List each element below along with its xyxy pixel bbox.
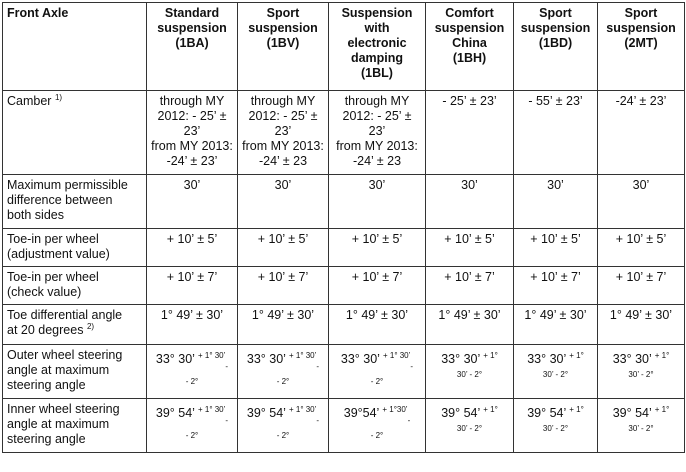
upper-tolerance-minutes: 30’: [542, 424, 554, 433]
header-line: (1BL): [361, 66, 393, 80]
column-header-1bl: [329, 3, 426, 91]
label-line: angle at maximum: [7, 417, 110, 431]
header-line: China: [452, 36, 487, 50]
lower-tolerance-line: [518, 421, 593, 436]
camber-1bl: [329, 91, 426, 175]
tolerance-line: [151, 348, 233, 374]
toe-in-check-1bd: + 10’ ± 7’: [514, 267, 598, 305]
angle-base: 33° 30’: [155, 352, 195, 366]
max-difference-1bl: 30’: [329, 175, 426, 229]
max-difference-1bh: 30’: [426, 175, 514, 229]
toe-in-check-1bh: + 10’ ± 7’: [426, 267, 514, 305]
inner-wheel-2mt: [598, 399, 685, 453]
label-line: Inner wheel steering: [7, 402, 120, 416]
column-header-1bd: [514, 3, 598, 91]
lower-tolerance-dash: -: [316, 362, 320, 371]
cell-line: 23’: [183, 124, 201, 138]
header-line: (1BV): [266, 36, 300, 50]
cell-line: 2012: - 25’ ±: [342, 109, 412, 123]
column-header-1bv: [238, 3, 329, 91]
header-line: suspension: [606, 21, 676, 35]
camber-1ba: [147, 91, 238, 175]
header-line: (1BH): [452, 51, 487, 65]
lower-tolerance-line: [602, 421, 680, 436]
header-line: Sport: [539, 6, 572, 20]
header-line: Standard: [164, 6, 220, 20]
toe-differential-1bl: 1° 49’ ± 30’: [329, 305, 426, 345]
label-line: Toe differential angle: [7, 308, 123, 322]
upper-tolerance-minutes: 30’: [542, 370, 554, 379]
tolerance-line: [430, 348, 509, 367]
toe-in-adjustment-label: [3, 229, 147, 267]
front-axle-spec-table: [2, 2, 685, 453]
toe-differential-label: [3, 305, 147, 345]
camber-label: [3, 91, 147, 175]
toe-in-adjustment-1bd: + 10’ ± 5’: [514, 229, 598, 267]
angle-base: 39° 54’: [246, 406, 286, 420]
lower-tolerance: - 2°: [276, 431, 290, 440]
inner-wheel-row: [3, 399, 685, 453]
inner-wheel-1bv: [238, 399, 329, 453]
cell-line: through MY: [159, 94, 225, 108]
inner-wheel-1bd: [514, 399, 598, 453]
camber-row: [3, 91, 685, 175]
toe-in-adjustment-row: [3, 229, 685, 267]
lower-tolerance-line: [518, 367, 593, 382]
lower-tolerance: - 2°: [185, 431, 199, 440]
angle-base: 33° 30’: [612, 352, 652, 366]
header-line: damping: [350, 51, 404, 65]
toe-in-check-label: [3, 267, 147, 305]
column-header-1bh: [426, 3, 514, 91]
toe-differential-1bv: 1° 49’ ± 30’: [238, 305, 329, 345]
tolerance-line: [602, 348, 680, 367]
cell-line: 23’: [274, 124, 292, 138]
tolerance-line: [430, 402, 509, 421]
header-line: suspension: [520, 21, 591, 35]
angle-base: 33° 30’: [441, 352, 481, 366]
footnote-marker: 1): [54, 93, 63, 102]
label-line: angle at maximum: [7, 363, 110, 377]
tolerance-line: [333, 402, 421, 428]
camber-1bd: - 55’ ± 23’: [514, 91, 598, 175]
angle-base: 39°54’: [343, 406, 380, 420]
upper-tolerance: + 1°30’: [382, 405, 408, 414]
lower-tolerance-dash: -: [225, 416, 229, 425]
lower-tolerance: - 2°: [469, 370, 483, 379]
lower-tolerance: - 2°: [370, 377, 384, 386]
upper-tolerance: + 1° 30’: [382, 351, 411, 360]
lower-tolerance: - 2°: [469, 424, 483, 433]
label-line: Toe-in per wheel: [7, 232, 99, 246]
lower-tolerance: - 2°: [370, 431, 384, 440]
outer-wheel-label: [3, 345, 147, 399]
lower-tolerance-line: [430, 421, 509, 436]
lower-tolerance: - 2°: [185, 377, 199, 386]
outer-wheel-1ba: [147, 345, 238, 399]
max-difference-1bv: 30’: [238, 175, 329, 229]
outer-wheel-1bv: [238, 345, 329, 399]
max-difference-1ba: 30’: [147, 175, 238, 229]
outer-wheel-1bd: [514, 345, 598, 399]
column-header-2mt: [598, 3, 685, 91]
cell-line: 2012: - 25’ ±: [157, 109, 227, 123]
cell-line: from MY 2013:: [151, 139, 233, 153]
toe-differential-1bd: 1° 49’ ± 30’: [514, 305, 598, 345]
upper-tolerance: + 1°: [569, 405, 584, 414]
upper-tolerance-minutes: 30’: [456, 370, 468, 379]
toe-in-check-1bl: + 10’ ± 7’: [329, 267, 426, 305]
upper-tolerance: + 1° 30’: [288, 405, 317, 414]
tolerance-line: [333, 348, 421, 374]
upper-tolerance: + 1° 30’: [197, 351, 226, 360]
header-line: Comfort: [445, 6, 494, 20]
header-line: (1BD): [538, 36, 573, 50]
camber-2mt: -24’ ± 23’: [598, 91, 685, 175]
angle-base: 39° 54’: [612, 406, 652, 420]
lower-tolerance: - 2°: [555, 370, 569, 379]
header-line: (1BA): [175, 36, 209, 50]
cell-line: -24’ ± 23: [352, 154, 402, 168]
angle-base: 33° 30’: [246, 352, 286, 366]
column-header-1ba: [147, 3, 238, 91]
lower-tolerance: - 2°: [641, 424, 654, 433]
outer-wheel-row: [3, 345, 685, 399]
label-line: Outer wheel steering: [7, 348, 123, 362]
tolerance-line: [151, 402, 233, 428]
outer-wheel-1bh: [426, 345, 514, 399]
cell-line: -24’ ± 23’: [166, 154, 218, 168]
label-line: (adjustment value): [7, 247, 110, 261]
header-row: [3, 3, 685, 91]
label-line: Maximum permissible: [7, 178, 128, 192]
angle-base: 39° 54’: [441, 406, 481, 420]
upper-tolerance: + 1°: [483, 405, 498, 414]
lower-tolerance: - 2°: [276, 377, 290, 386]
cell-line: 23’: [368, 124, 386, 138]
lower-tolerance-line: [430, 367, 509, 382]
toe-in-check-1bv: + 10’ ± 7’: [238, 267, 329, 305]
cell-line: through MY: [250, 94, 316, 108]
cell-line: -24’ ± 23: [258, 154, 308, 168]
label-line: [7, 323, 142, 338]
tolerance-line: [602, 402, 680, 421]
toe-differential-row: [3, 305, 685, 345]
outer-wheel-2mt: [598, 345, 685, 399]
toe-in-check-1ba: + 10’ ± 7’: [147, 267, 238, 305]
toe-in-adjustment-1bh: + 10’ ± 5’: [426, 229, 514, 267]
camber-label-text: Camber: [7, 94, 52, 108]
max-difference-2mt: 30’: [598, 175, 685, 229]
upper-tolerance: + 1°: [654, 405, 670, 414]
lower-tolerance-line: [602, 367, 680, 382]
max-difference-1bd: 30’: [514, 175, 598, 229]
angle-base: 33° 30’: [340, 352, 380, 366]
toe-in-adjustment-1ba: + 10’ ± 5’: [147, 229, 238, 267]
angle-base: 33° 30’: [527, 352, 567, 366]
header-line: Sport: [624, 6, 658, 20]
cell-line: from MY 2013:: [336, 139, 418, 153]
upper-tolerance-minutes: 30’: [628, 370, 639, 379]
toe-in-adjustment-1bl: + 10’ ± 5’: [329, 229, 426, 267]
lower-tolerance-dash: -: [407, 416, 411, 425]
header-line: Suspension: [341, 6, 413, 20]
header-line: electronic: [347, 36, 407, 50]
tolerance-line: [518, 402, 593, 421]
toe-differential-1ba: 1° 49’ ± 30’: [147, 305, 238, 345]
header-line: suspension: [157, 21, 227, 35]
upper-tolerance: + 1°: [654, 351, 670, 360]
label-line: (check value): [7, 285, 82, 299]
toe-in-adjustment-1bv: + 10’ ± 5’: [238, 229, 329, 267]
max-difference-row: [3, 175, 685, 229]
upper-tolerance-minutes: 30’: [628, 424, 639, 433]
label-line: Toe-in per wheel: [7, 270, 99, 284]
inner-wheel-1ba: [147, 399, 238, 453]
header-line: (2MT): [624, 36, 658, 50]
toe-in-check-2mt: + 10’ ± 7’: [598, 267, 685, 305]
lower-tolerance-dash: -: [316, 416, 320, 425]
camber-1bh: - 25’ ± 23’: [426, 91, 514, 175]
footnote-marker: 2): [86, 322, 95, 331]
tolerance-line: [242, 402, 324, 428]
upper-tolerance: + 1°: [483, 351, 498, 360]
angle-base: 39° 54’: [155, 406, 195, 420]
camber-1bv: [238, 91, 329, 175]
toe-differential-1bh: 1° 49’ ± 30’: [426, 305, 514, 345]
label-line: both sides: [7, 208, 64, 222]
angle-base: 39° 54’: [527, 406, 567, 420]
label-text: at 20 degrees: [7, 323, 84, 337]
upper-tolerance: + 1°: [569, 351, 584, 360]
lower-tolerance: - 2°: [641, 370, 654, 379]
lower-tolerance-dash: -: [410, 362, 414, 371]
tolerance-line: [242, 348, 324, 374]
cell-line: from MY 2013:: [242, 139, 324, 153]
label-line: difference between: [7, 193, 113, 207]
cell-line: 2012: - 25’ ±: [248, 109, 318, 123]
inner-wheel-label: [3, 399, 147, 453]
upper-tolerance-minutes: 30’: [456, 424, 468, 433]
label-line: steering angle: [7, 432, 86, 446]
toe-in-check-row: [3, 267, 685, 305]
corner-header: Front Axle: [3, 3, 147, 91]
header-line: suspension: [248, 21, 318, 35]
upper-tolerance: + 1° 30’: [288, 351, 317, 360]
inner-wheel-1bh: [426, 399, 514, 453]
header-line: suspension: [434, 21, 505, 35]
lower-tolerance-dash: -: [225, 362, 229, 371]
label-line: steering angle: [7, 378, 86, 392]
header-line: with: [364, 21, 390, 35]
tolerance-line: [518, 348, 593, 367]
lower-tolerance: - 2°: [555, 424, 569, 433]
toe-in-adjustment-2mt: + 10’ ± 5’: [598, 229, 685, 267]
inner-wheel-1bl: [329, 399, 426, 453]
cell-line: through MY: [344, 94, 410, 108]
outer-wheel-1bl: [329, 345, 426, 399]
header-line: Sport: [266, 6, 300, 20]
max-difference-label: [3, 175, 147, 229]
upper-tolerance: + 1° 30’: [197, 405, 226, 414]
toe-differential-2mt: 1° 49’ ± 30’: [598, 305, 685, 345]
